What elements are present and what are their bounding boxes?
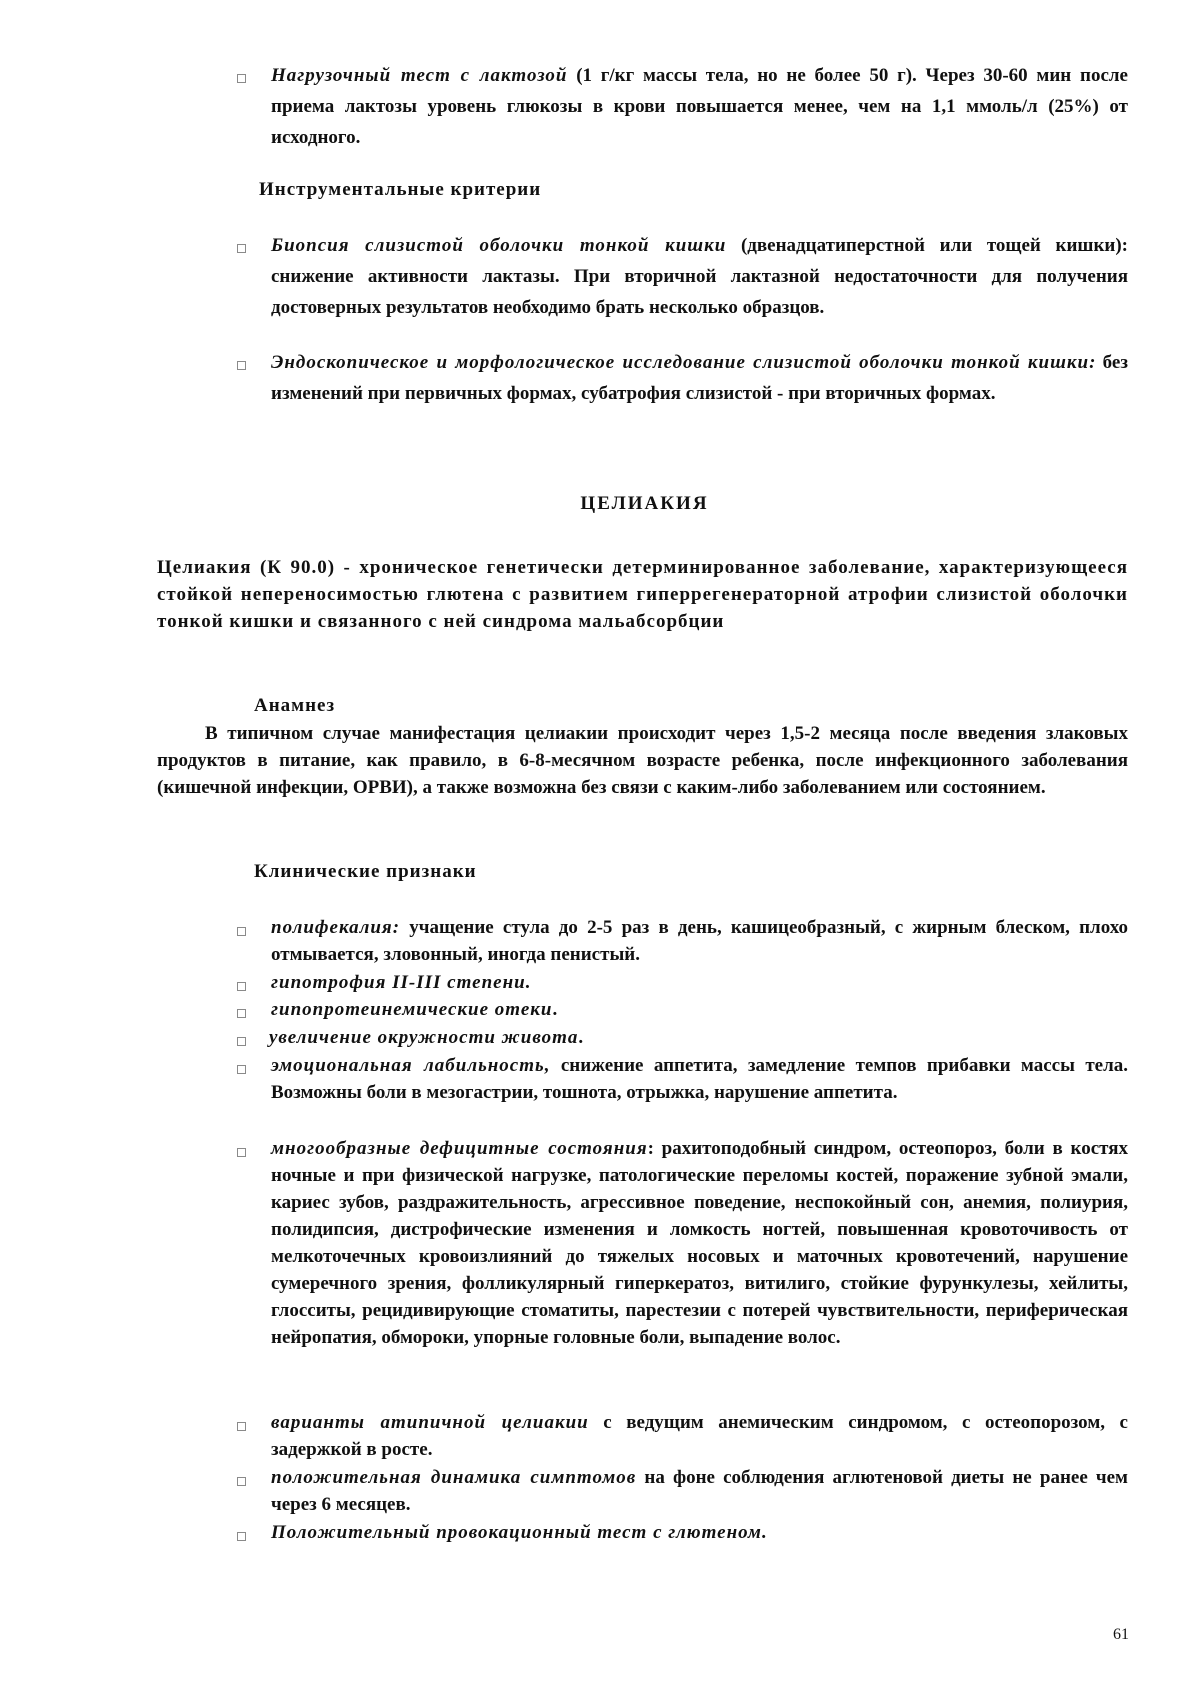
bullet-icon — [237, 74, 246, 83]
bullet-icon — [237, 361, 246, 370]
item-term: Положительный провокационный тест с глютеном. — [271, 1522, 768, 1543]
item-term: положительная динамика симптомов — [271, 1467, 637, 1488]
clinical-item — [269, 1024, 1128, 1051]
bullet-icon — [237, 1148, 246, 1157]
clinical-item — [271, 1135, 1128, 1351]
item-text: учащение стула до 2-5 раз в день, кашицеобразный, с жирным блеском, плохо отмывается, зловонный, иногда пенистый. — [271, 917, 1128, 965]
clinical-item — [271, 1409, 1128, 1463]
bullet-icon — [237, 1009, 246, 1018]
lactose-test-item — [271, 60, 1128, 153]
item-text: снижение аппетита, замедление темпов прибавки массы тела. Возможны боли в мезогастрии, тошнота, отрыжка, нарушение аппетита. — [271, 1055, 1129, 1103]
bullet-icon — [237, 244, 246, 253]
instrumental-heading: Инструментальные критерии — [259, 179, 542, 200]
clinical-item — [271, 1052, 1128, 1106]
item-term: Эндоскопическое и морфологическое исследование слизистой оболочки тонкой кишки: — [271, 352, 1097, 373]
item-term: многообразные дефицитные состояния — [271, 1138, 648, 1159]
item-term: гипопротеинемические отеки — [271, 999, 553, 1020]
bullet-icon — [237, 1477, 246, 1486]
clinical-heading: Клинические признаки — [254, 861, 477, 882]
clinical-item — [271, 969, 1128, 996]
item-term: Нагрузочный тест с лактозой — [271, 65, 568, 86]
bullet-icon — [237, 1065, 246, 1074]
bullet-icon — [237, 927, 246, 936]
page-number: 61 — [1113, 1626, 1129, 1643]
item-text: . — [552, 999, 558, 1020]
clinical-item — [271, 996, 1128, 1023]
anamnesis-text: В типичном случае манифестация целиакии происходит через 1,5-2 месяца после введения злаковых продуктов в питание, как правило, в 6-8-месячном возрасте ребенка, после инфекционного заболевания (кишечной инфекции, ОРВИ), а также возможна без связи с каким-либо заболеванием или состоянием. — [157, 723, 1128, 798]
item-text: (1 г/кг массы тела, но не более 50 г). Через 30-60 мин после приема лактозы уровень глюкозы в крови повышается менее, чем на 1,1 ммоль/л (25%) от исходного. — [271, 65, 1128, 148]
clinical-item — [271, 914, 1128, 968]
item-text: с ведущим анемическим синдромом, с остеопорозом, с задержкой в росте. — [271, 1412, 1128, 1460]
celiac-definition: Целиакия (К 90.0) - хроническое генетически детерминированное заболевание, характеризующееся стойкой непереносимостью глютена с развитием гиперрегенераторной атрофии слизистой оболочки тонкой кишки и связанного с ней синдрома мальабсорбции — [157, 557, 1128, 632]
item-text: на фоне соблюдения аглютеновой диеты не ранее чем через 6 месяцев. — [271, 1467, 1128, 1515]
item-term: эмоциональная лабильность, — [271, 1055, 551, 1076]
clinical-item — [271, 1464, 1128, 1518]
item-text: (двенадцатиперстной или тощей кишки): снижение активности лактазы. При вторичной лактазной недостаточности для получения достоверных результатов необходимо брать несколько образцов. — [271, 235, 1128, 318]
bullet-icon — [237, 1037, 246, 1046]
anamnesis-heading: Анамнез — [254, 695, 336, 716]
item-term: увеличение окружности живота — [269, 1027, 579, 1048]
endoscopy-item — [271, 347, 1128, 409]
bullet-icon — [237, 1532, 246, 1541]
item-term: полифекалия: — [271, 917, 401, 938]
bullet-icon — [237, 1422, 246, 1431]
section-title: ЦЕЛИАКИЯ — [580, 493, 709, 514]
item-text: без изменений при первичных формах, субатрофия слизистой - при вторичных формах. — [271, 352, 1128, 404]
bullet-icon — [237, 982, 246, 991]
biopsy-item — [271, 230, 1128, 323]
clinical-item — [271, 1519, 1128, 1546]
item-text: . — [578, 1027, 584, 1048]
item-text: : рахитоподобный синдром, остеопороз, боли в костях ночные и при физической нагрузке, патологические переломы костей, поражение зубной эмали, кариес зубов, раздражительность, агрессивное поведение, неспокойный сон, анемия, полиурия, полидипсия, дистрофические изменения и ломкость ногтей, повышенная кровоточивость от мелкоточечных кровоизлияний до тяжелых носовых и маточных кровотечений, нарушение сумеречного зрения, фолликулярный гиперкератоз, витилиго, стойкие фурункулезы, хейлиты, глосситы, рецидивирующие стоматиты, парестезии с потерей чувствительности, периферическая нейропатия, обмороки, упорные головные боли, выпадение волос. — [271, 1138, 1128, 1348]
item-term: гипотрофия II-III степени. — [271, 972, 532, 993]
item-term: варианты атипичной целиакии — [271, 1412, 589, 1433]
item-term: Биопсия слизистой оболочки тонкой кишки — [271, 235, 727, 256]
